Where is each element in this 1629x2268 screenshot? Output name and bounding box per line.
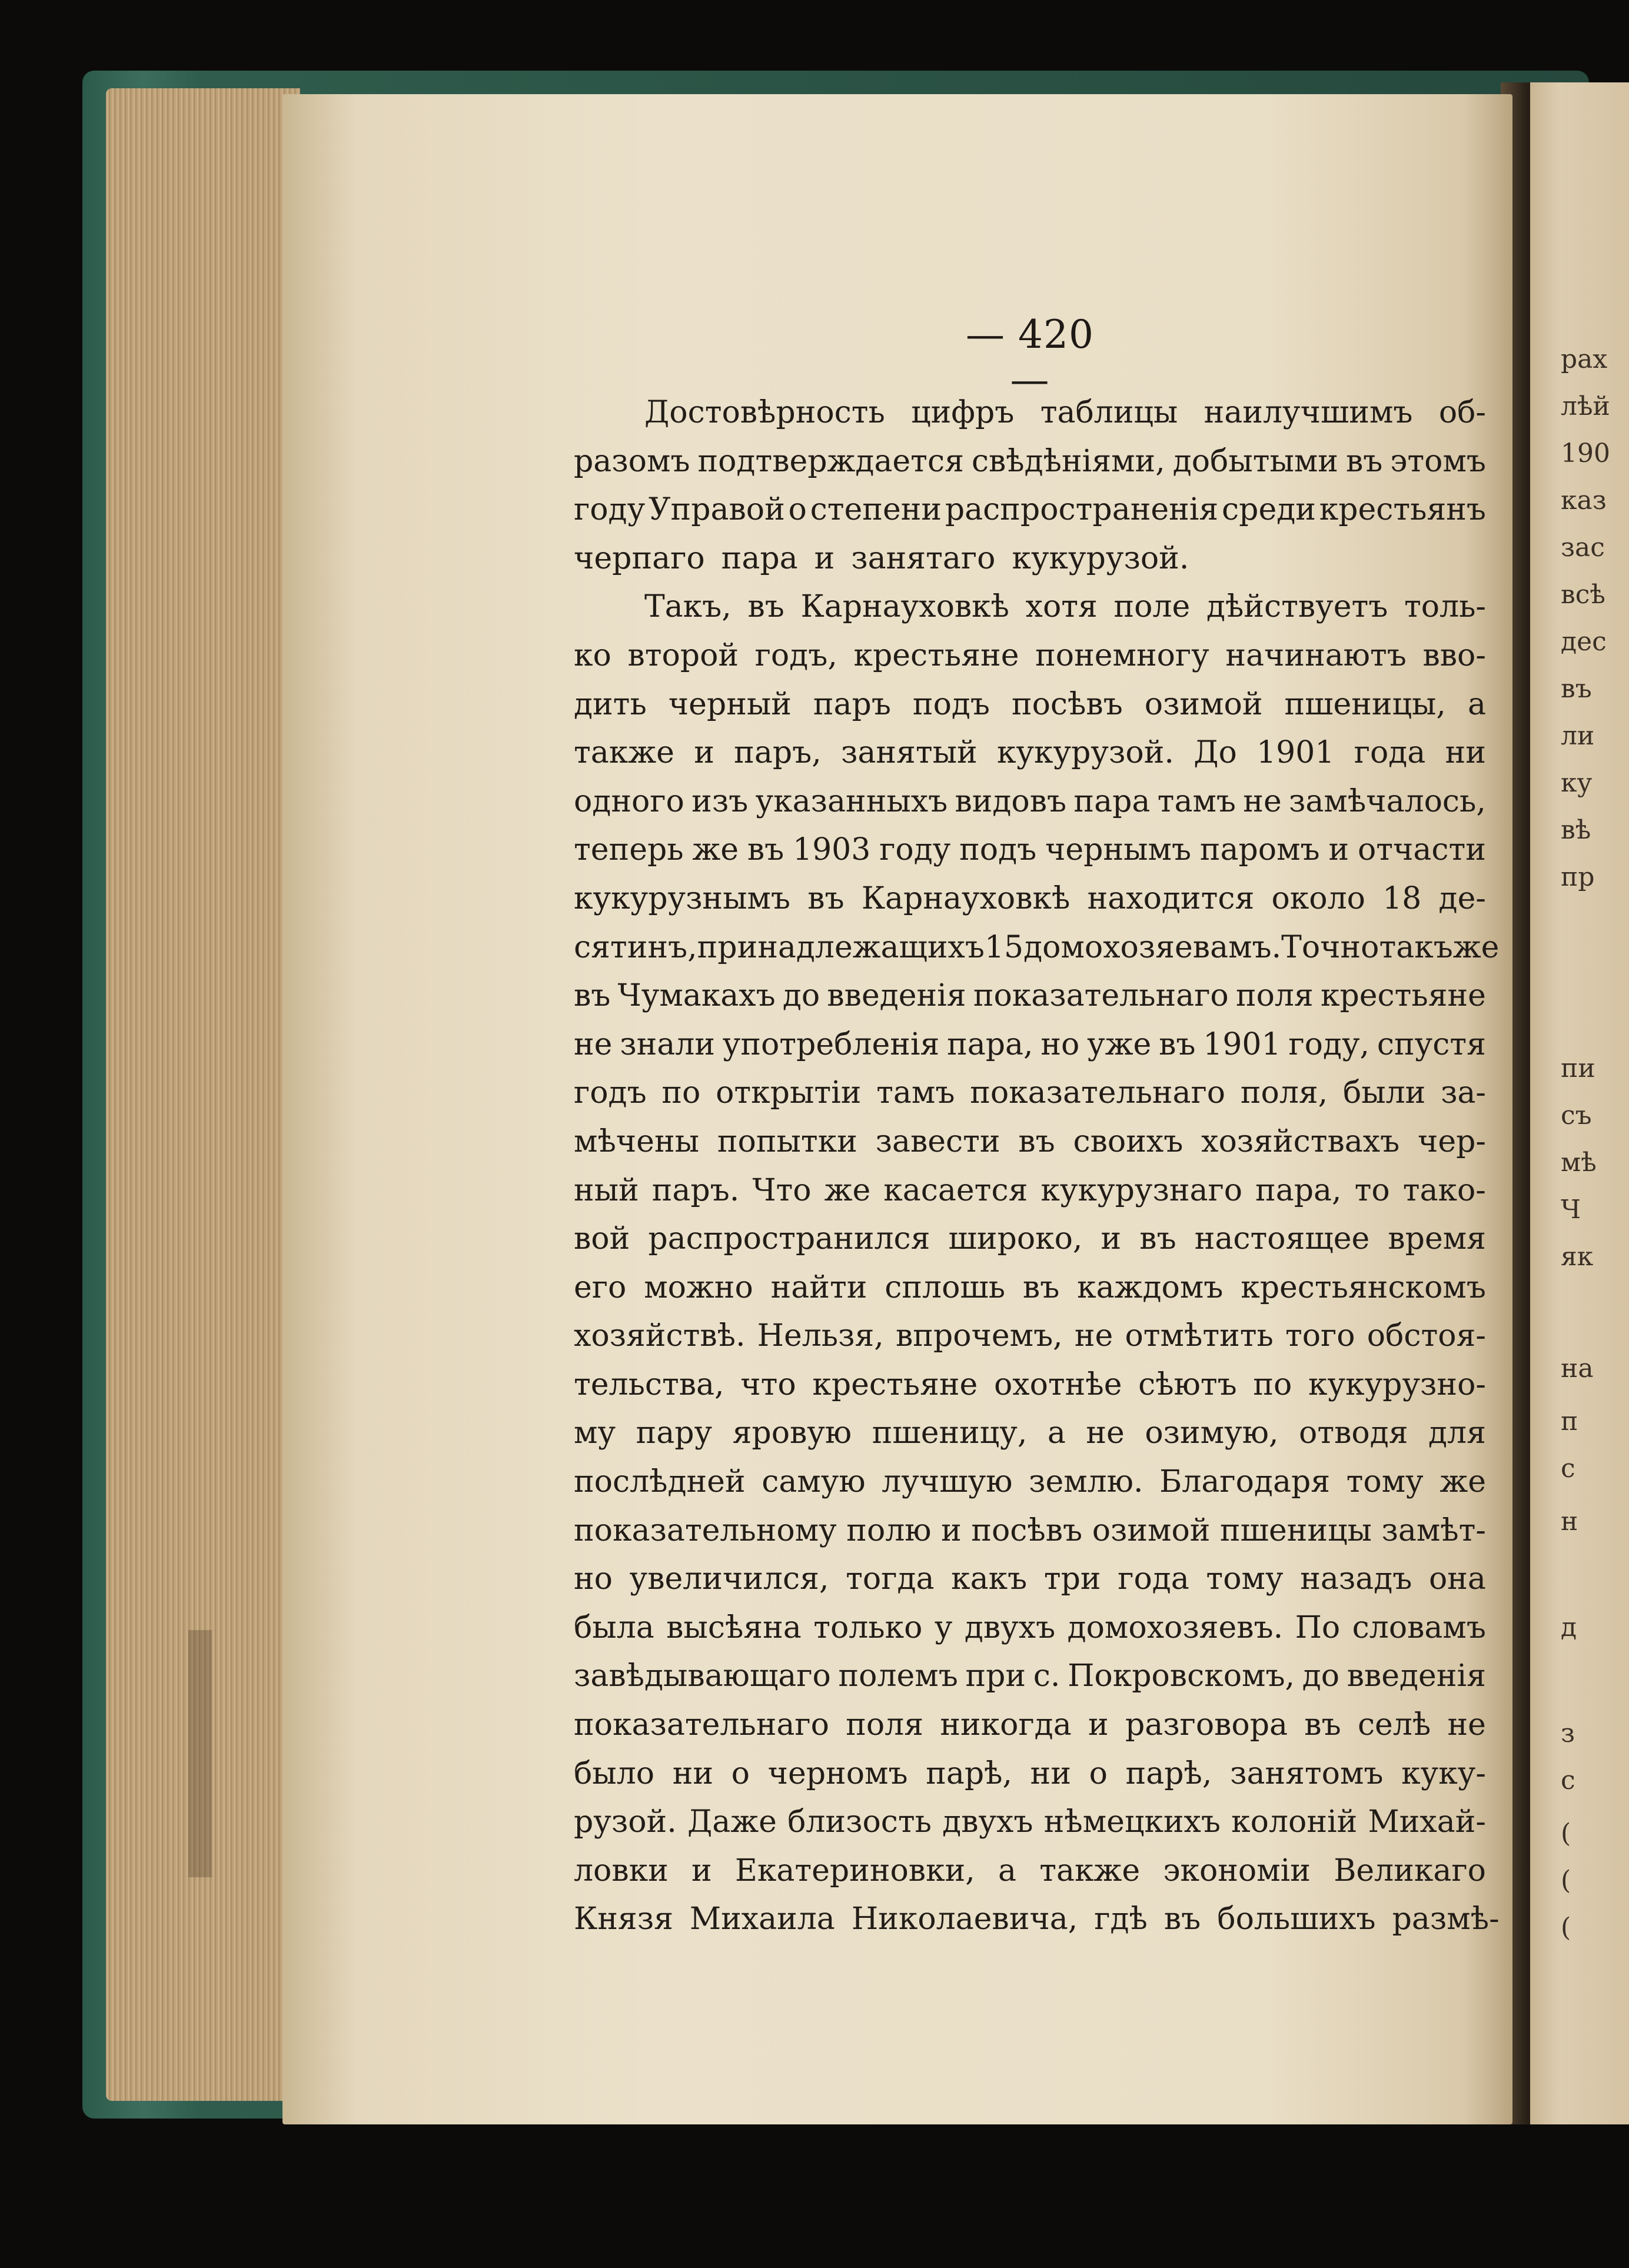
next-page-fragment: ( <box>1561 1913 1571 1943</box>
next-page-fragment: вѣ <box>1561 815 1591 845</box>
text-line: году Управой о степени распространенія среди крестьянъ <box>574 492 1486 528</box>
text-line: также и паръ, занятый кукурузой. До 1901 года ни <box>574 735 1486 771</box>
text-line: послѣдней самую лучшую землю. Благодаря тому же <box>574 1464 1486 1500</box>
next-page-fragment: рах <box>1561 344 1608 374</box>
next-page-fragment: каз <box>1561 485 1607 516</box>
next-page-fragment: пи <box>1561 1053 1595 1083</box>
next-page-fragment: ку <box>1561 768 1593 798</box>
next-page-fragment: въ <box>1561 674 1592 704</box>
text-line: показательному полю и посѣвъ озимой пшеницы замѣт- <box>574 1512 1486 1548</box>
next-page-fragment: п <box>1561 1406 1578 1436</box>
next-page-fragment: н <box>1561 1507 1578 1537</box>
next-page-fragment: 190 <box>1561 438 1610 468</box>
next-page-fragment: ( <box>1561 1865 1571 1895</box>
next-page-fragment: лѣй <box>1561 391 1610 421</box>
text-line: хозяйствѣ. Нельзя, впрочемъ, не отмѣтить того обстоя- <box>574 1318 1486 1354</box>
text-line: му пару яровую пшеницу, а не озимую, отводя для <box>574 1415 1486 1451</box>
next-page-fragment: д <box>1561 1612 1577 1642</box>
next-page-fragment: як <box>1561 1242 1594 1272</box>
text-line: но увеличился, тогда какъ три года тому назадъ она <box>574 1561 1486 1597</box>
text-line: годъ по открытіи тамъ показательнаго поля, были за- <box>574 1075 1486 1111</box>
text-line: Достовѣрность цифръ таблицы наилучшимъ об- <box>644 395 1486 430</box>
next-page-fragment: Ч <box>1561 1195 1581 1225</box>
text-line: ко второй годъ, крестьяне понемногу начинаютъ вво- <box>574 637 1486 673</box>
text-line: мѣчены попытки завести въ своихъ хозяйствахъ чер- <box>574 1123 1486 1159</box>
page-number: — 420 — <box>966 312 1094 403</box>
next-page-fragment: с <box>1561 1454 1575 1484</box>
text-line: сятинъ, принадлежащихъ 15 домохозяевамъ. Точно такъ же <box>574 929 1500 965</box>
next-page-fragment: ли <box>1561 721 1595 751</box>
text-line: была высѣяна только у двухъ домохозяевъ. По словамъ <box>574 1609 1486 1645</box>
text-line: показательнаго поля никогда и разговора въ селѣ не <box>574 1707 1486 1743</box>
text-line: одного изъ указанныхъ видовъ пара тамъ не замѣчалось, <box>574 783 1486 819</box>
text-line: кукурузнымъ въ Карнауховкѣ находится около 18 де- <box>574 880 1486 916</box>
text-line: Князя Михаила Николаевича, гдѣ въ большихъ размѣ- <box>574 1901 1500 1937</box>
next-page-fragment: з <box>1561 1718 1575 1748</box>
text-line: было ни о черномъ парѣ, ни о парѣ, занятомъ куку- <box>574 1755 1486 1791</box>
text-line: въ Чумакахъ до введенія показательнаго поля крестьяне <box>574 978 1486 1014</box>
page-stack-edges <box>106 88 300 2101</box>
text-line: теперь же въ 1903 году подъ чернымъ паромъ и отчасти <box>574 832 1486 868</box>
page-body-text <box>574 388 1500 1944</box>
next-page-fragment: с <box>1561 1765 1575 1795</box>
next-page-fragment: дес <box>1561 627 1607 657</box>
text-line: завѣдывающаго полемъ при с. Покровскомъ, до введенія <box>574 1658 1486 1694</box>
next-page-fragment: мѣ <box>1561 1148 1597 1178</box>
next-page-fragment: всѣ <box>1561 580 1605 610</box>
text-line: Такъ, въ Карнауховкѣ хотя поле дѣйствуетъ толь- <box>644 589 1486 625</box>
text-line: не знали употребленія пара, но уже въ 1901 году, спустя <box>574 1026 1486 1062</box>
text-line: дить черный паръ подъ посѣвъ озимой пшеницы, а <box>574 686 1486 722</box>
text-line: ловки и Екатериновки, а также экономіи Великаго <box>574 1853 1486 1888</box>
text-line: черпаго пара и занятаго кукурузой. <box>574 540 1189 576</box>
text-line: рузой. Даже близость двухъ нѣмецкихъ колоній Михай- <box>574 1804 1486 1840</box>
text-line: ный паръ. Что же касается кукурузнаго пара, то тако- <box>574 1172 1486 1208</box>
text-line: разомъ подтверждается свѣдѣніями, добытыми въ этомъ <box>574 443 1486 479</box>
text-line: тельства, что крестьяне охотнѣе сѣютъ по кукурузно- <box>574 1366 1486 1402</box>
text-line: его можно найти сплошь въ каждомъ крестьянскомъ <box>574 1269 1486 1305</box>
next-page-fragment: на <box>1561 1354 1594 1384</box>
next-page-fragment: пр <box>1561 862 1595 892</box>
next-page-fragment: съ <box>1561 1100 1592 1130</box>
next-page-fragment: зас <box>1561 533 1605 563</box>
next-page-fragment: ( <box>1561 1818 1571 1848</box>
text-line: вой распространился широко, и въ настоящее время <box>574 1221 1486 1257</box>
